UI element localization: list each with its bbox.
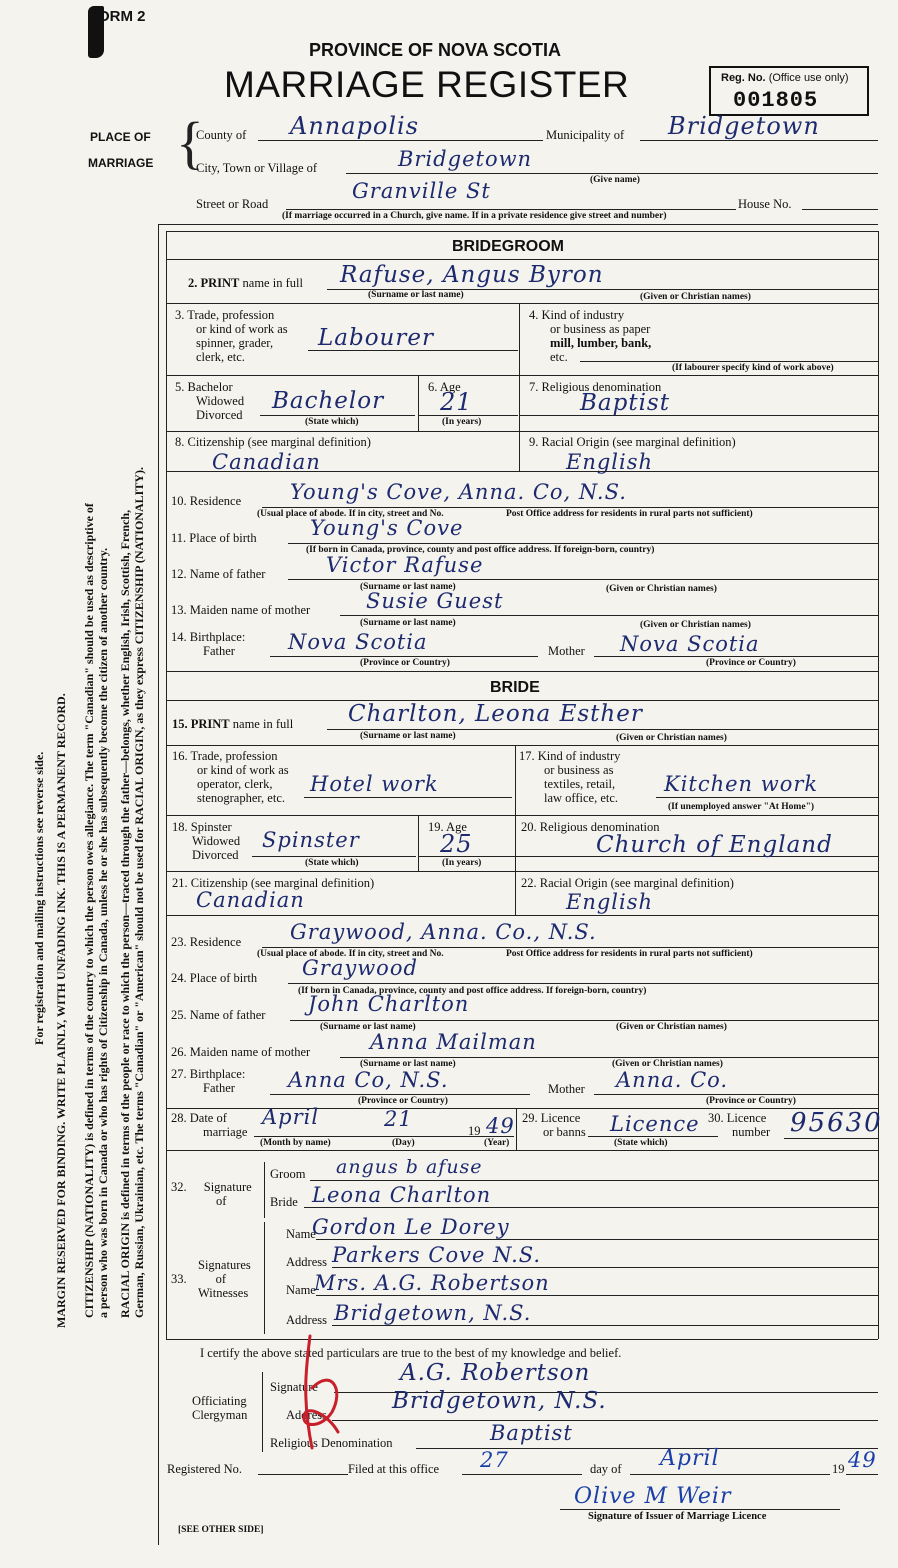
- groom-age-label: 6. Age: [428, 380, 461, 394]
- clergy-denomination-label: Religious Denomination: [270, 1436, 393, 1450]
- clergy-sig-label: Signature: [270, 1380, 318, 1394]
- registered-no-label: Registered No.: [167, 1462, 242, 1476]
- groom-trade-label: 3. Trade, profession or kind of work as spinner, grader, clerk, etc.: [175, 308, 288, 364]
- issuer-signature: Olive M Weir: [574, 1484, 732, 1509]
- marriage-year-prefix: 19: [468, 1124, 481, 1138]
- margin-instructions: For registration and mailing instructions see reverse side.: [32, 751, 46, 1045]
- city-value: Bridgetown: [398, 147, 533, 171]
- bride-abode-note: (Usual place of abode. If in city, street and No.: [257, 949, 444, 959]
- bride-father-given-note: (Given or Christian names): [616, 1022, 727, 1032]
- groom-mother-birthplace: Nova Scotia: [620, 632, 760, 656]
- office-use-note: (Office use only): [768, 72, 849, 84]
- groom-sig-label: Groom: [270, 1167, 306, 1181]
- groom-mother: Susie Guest: [366, 589, 504, 613]
- margin-citizenship-2: a person who was born in Canada or who has rights of Citizenship in Canada, unless he or she has subsequently become the citizen of another country.: [96, 547, 110, 1318]
- groom-name-label: 2. PRINT name in full: [188, 276, 303, 290]
- bride-father-surname-note: (Surname or last name): [320, 1022, 416, 1032]
- w2-address-label: Address: [286, 1313, 327, 1327]
- bridegroom-heading: BRIDEGROOM: [452, 238, 564, 255]
- county-label: County of: [196, 128, 247, 142]
- church-note: (If marriage occurred in a Church, give name. If in a private residence give street and number): [282, 211, 667, 221]
- w1-name-label: Name: [286, 1227, 316, 1241]
- bride-residence: Graywood, Anna. Co., N.S.: [290, 920, 597, 944]
- groom-age-note: (In years): [442, 417, 482, 427]
- margin-racial-2: German, Russian, Ukrainian, etc. The terms "Canadian" or "American" should not be used for RACIAL ORIGIN, as they express CITIZENSHIP (NATIONALITY).: [132, 467, 146, 1318]
- street-value: Granville St: [352, 179, 491, 203]
- reg-number-box: [709, 66, 869, 116]
- house-label: House No.: [738, 197, 792, 211]
- month-note: (Month by name): [260, 1138, 331, 1148]
- filed-year-prefix: 19: [832, 1462, 845, 1476]
- groom-po-note: Post Office address for residents in rural parts not sufficient): [506, 509, 753, 519]
- groom-father-label: 12. Name of father: [171, 567, 266, 581]
- bride-surname-note: (Surname or last name): [360, 731, 456, 741]
- bride-mother-given-note: (Given or Christian names): [612, 1059, 723, 1069]
- bride-racial-label: 22. Racial Origin (see marginal definition): [521, 876, 734, 890]
- groom-birthplace: Young's Cove: [310, 516, 464, 540]
- date-of-marriage-label: 28. Date of marriage: [171, 1111, 248, 1139]
- street-label: Street or Road: [196, 197, 269, 211]
- marriage-month: April: [262, 1105, 320, 1129]
- province-heading: PROVINCE OF NOVA SCOTIA: [308, 40, 562, 60]
- clergy-address-label: Address: [286, 1408, 327, 1422]
- issuer-label: Signature of Issuer of Marriage Licence: [588, 1511, 767, 1522]
- licence-or-banns-label: 29. Licence or banns: [522, 1111, 586, 1139]
- bride-father: John Charlton: [308, 992, 470, 1016]
- bride-industry: Kitchen work: [664, 772, 819, 796]
- groom-religion: Baptist: [580, 390, 670, 416]
- day-note: (Day): [392, 1138, 415, 1148]
- groom-racial-label: 9. Racial Origin (see marginal definition): [529, 435, 736, 449]
- bride-age-note: (In years): [442, 858, 482, 868]
- bride-name-label: 15. PRINT name in full: [172, 717, 294, 731]
- give-name-note: (Give name): [590, 175, 640, 185]
- bride-given-note: (Given or Christian names): [616, 733, 727, 743]
- bride-mother: Anna Mailman: [370, 1030, 537, 1054]
- groom-residence: Young's Cove, Anna. Co, N.S.: [290, 480, 627, 504]
- bride-born-note: (If born in Canada, province, county and post office address. If foreign-born, country): [298, 986, 647, 996]
- bride-age-label: 19. Age: [428, 820, 467, 834]
- filed-year: 49: [848, 1448, 877, 1472]
- groom-mother-surname-note: (Surname or last name): [360, 618, 456, 628]
- groom-state-note: (State which): [305, 417, 359, 427]
- bride-heading: BRIDE: [490, 679, 540, 696]
- witness2-name: Mrs. A.G. Robertson: [314, 1271, 550, 1295]
- groom-given-note: (Given or Christian names): [640, 292, 751, 302]
- bride-father-prov-note: (Province or Country): [358, 1096, 448, 1106]
- filed-month: April: [660, 1446, 720, 1471]
- clergy-denomination: Baptist: [490, 1421, 573, 1445]
- filed-label: Filed at this office: [348, 1462, 440, 1476]
- groom-mother-label: 13. Maiden name of mother: [171, 603, 311, 617]
- bride-mother-label: 26. Maiden name of mother: [171, 1045, 311, 1059]
- groom-industry-note: (If labourer specify kind of work above): [672, 363, 834, 373]
- red-registrar-mark: [292, 1328, 352, 1468]
- reg-number: 001805: [733, 88, 819, 113]
- clergy-address: Bridgetown, N.S.: [392, 1388, 607, 1414]
- city-label: City, Town or Village of: [196, 161, 318, 175]
- groom-citizenship-label: 8. Citizenship (see marginal definition): [175, 435, 371, 449]
- groom-born-note: (If born in Canada, province, county and post office address. If foreign-born, country): [306, 545, 655, 555]
- licence-number-label: 30. Licence number: [708, 1111, 771, 1139]
- bride-state-note: (State which): [305, 858, 359, 868]
- groom-father-birthplace: Nova Scotia: [288, 630, 428, 654]
- bride-religion-label: 20. Religious denomination: [521, 820, 660, 834]
- filed-day: 27: [480, 1448, 509, 1472]
- see-other-side: [SEE OTHER SIDE]: [178, 1525, 264, 1535]
- w2-name-label: Name: [286, 1283, 316, 1297]
- witness1-name: Gordon Le Dorey: [312, 1215, 510, 1239]
- county-value: Annapolis: [290, 112, 420, 140]
- municipality-value: Bridgetown: [668, 112, 820, 140]
- marriage-year: 49: [486, 1114, 515, 1138]
- register-title: MARRIAGE REGISTER: [224, 64, 630, 105]
- bride-residence-label: 23. Residence: [171, 935, 242, 949]
- w1-address-label: Address: [286, 1255, 327, 1269]
- licence-number: 95630: [790, 1108, 883, 1138]
- groom-religion-label: 7. Religious denomination: [529, 380, 662, 394]
- bride-po-note: Post Office address for residents in rural parts not sufficient): [506, 949, 753, 959]
- bride-signature: Leona Charlton: [312, 1183, 492, 1207]
- bride-birthplace: Graywood: [302, 956, 418, 980]
- year-note: (Year): [484, 1138, 510, 1148]
- groom-mother-prov-note: (Province or Country): [706, 658, 796, 668]
- marriage-day: 21: [384, 1107, 413, 1131]
- groom-mother-given-note: (Given or Christian names): [640, 620, 751, 630]
- bride-citizenship-label: 21. Citizenship (see marginal definition): [172, 876, 375, 890]
- bride-mother-birthplace: Anna. Co.: [616, 1068, 729, 1092]
- groom-racial: English: [566, 450, 654, 474]
- groom-abode-note: (Usual place of abode. If in city, street and No.: [257, 509, 444, 519]
- groom-parents-birthplace-label: 14. Birthplace: Father: [171, 630, 246, 658]
- bride-birthplace-label: 24. Place of birth: [171, 971, 258, 985]
- bride-racial: English: [566, 890, 654, 914]
- groom-name: Rafuse, Angus Byron: [340, 262, 604, 288]
- groom-industry-label: 4. Kind of industry or business as paper mill, lumber, bank, etc.: [529, 308, 652, 364]
- groom-age: 21: [440, 388, 473, 416]
- groom-status: Bachelor: [272, 388, 385, 414]
- licence-note: (State which): [614, 1138, 668, 1148]
- groom-signature: angus b afuse: [336, 1156, 483, 1178]
- groom-residence-label: 10. Residence: [171, 494, 242, 508]
- groom-father-given-note: (Given or Christian names): [606, 584, 717, 594]
- officiating-clergyman-label: Officiating Clergyman: [192, 1394, 248, 1422]
- bride-mother-prov-note: (Province or Country): [706, 1096, 796, 1106]
- bride-sig-label: Bride: [270, 1195, 298, 1209]
- municipality-label: Municipality of: [546, 128, 625, 142]
- bride-father-label: 25. Name of father: [171, 1008, 266, 1022]
- groom-mother-bp-label: Mother: [548, 644, 585, 658]
- form-number: ORM 2: [98, 8, 146, 25]
- bride-citizenship: Canadian: [196, 888, 305, 912]
- groom-surname-note: (Surname or last name): [368, 290, 464, 300]
- margin-racial-1: RACIAL ORIGIN is defined in terms of the people or race to which the person—traced through the father—belongs, whether English, Irish, Scottish, French,: [118, 509, 132, 1318]
- bride-parents-birthplace-label: 27. Birthplace: Father: [171, 1067, 246, 1095]
- bride-industry-label: 17. Kind of industry or business as textiles, retail, law office, etc.: [519, 749, 621, 805]
- bride-mother-bp-label: Mother: [548, 1082, 585, 1096]
- witness2-address: Bridgetown, N.S.: [334, 1301, 532, 1325]
- bride-trade-label: 16. Trade, profession or kind of work as operator, clerk, stenographer, etc.: [172, 749, 289, 805]
- certify-statement: I certify the above stated particulars are true to the best of my knowledge and belief.: [200, 1346, 622, 1360]
- groom-birthplace-label: 11. Place of birth: [171, 531, 257, 545]
- left-border: [158, 225, 159, 1545]
- groom-trade: Labourer: [318, 325, 434, 351]
- witness1-address: Parkers Cove N.S.: [332, 1243, 542, 1267]
- groom-father-surname-note: (Surname or last name): [360, 582, 456, 592]
- reg-label: Reg. No.: [721, 72, 766, 84]
- brace: {: [176, 110, 204, 175]
- groom-father: Victor Rafuse: [326, 553, 484, 577]
- groom-father-prov-note: (Province or Country): [360, 658, 450, 668]
- signature-of-label: 32. Signature of: [171, 1180, 252, 1208]
- margin-citizenship-1: CITIZENSHIP (NATIONALITY) is defined in terms of the country to which the person owes allegiance. The term "Canadian" should be used as descriptive of: [82, 503, 96, 1318]
- bride-religion: Church of England: [596, 832, 833, 858]
- day-of-label: day of: [590, 1462, 622, 1476]
- bride-name: Charlton, Leona Esther: [348, 701, 643, 727]
- bride-industry-note: (If unemployed answer "At Home"): [668, 802, 815, 812]
- witnesses-label: Signatures 33. of Witnesses: [171, 1258, 251, 1300]
- clergy-signature: A.G. Robertson: [400, 1360, 591, 1386]
- licence-or-banns: Licence: [610, 1112, 700, 1136]
- groom-status-label: 5. Bachelor Widowed Divorced: [175, 380, 245, 422]
- place-label: PLACE OF MARRIAGE: [88, 130, 154, 170]
- bride-status: Spinster: [262, 828, 360, 852]
- bride-trade: Hotel work: [310, 772, 439, 796]
- bride-status-label: 18. Spinster Widowed Divorced: [172, 820, 241, 862]
- margin-binding-notice: MARGIN RESERVED FOR BINDING. WRITE PLAINLY, WITH UNFADING INK. THIS IS A PERMANENT RECORD.: [54, 693, 68, 1328]
- bride-mother-surname-note: (Surname or last name): [360, 1059, 456, 1069]
- groom-citizenship: Canadian: [212, 450, 321, 474]
- bride-father-birthplace: Anna Co, N.S.: [288, 1068, 449, 1092]
- bride-age: 25: [440, 830, 473, 858]
